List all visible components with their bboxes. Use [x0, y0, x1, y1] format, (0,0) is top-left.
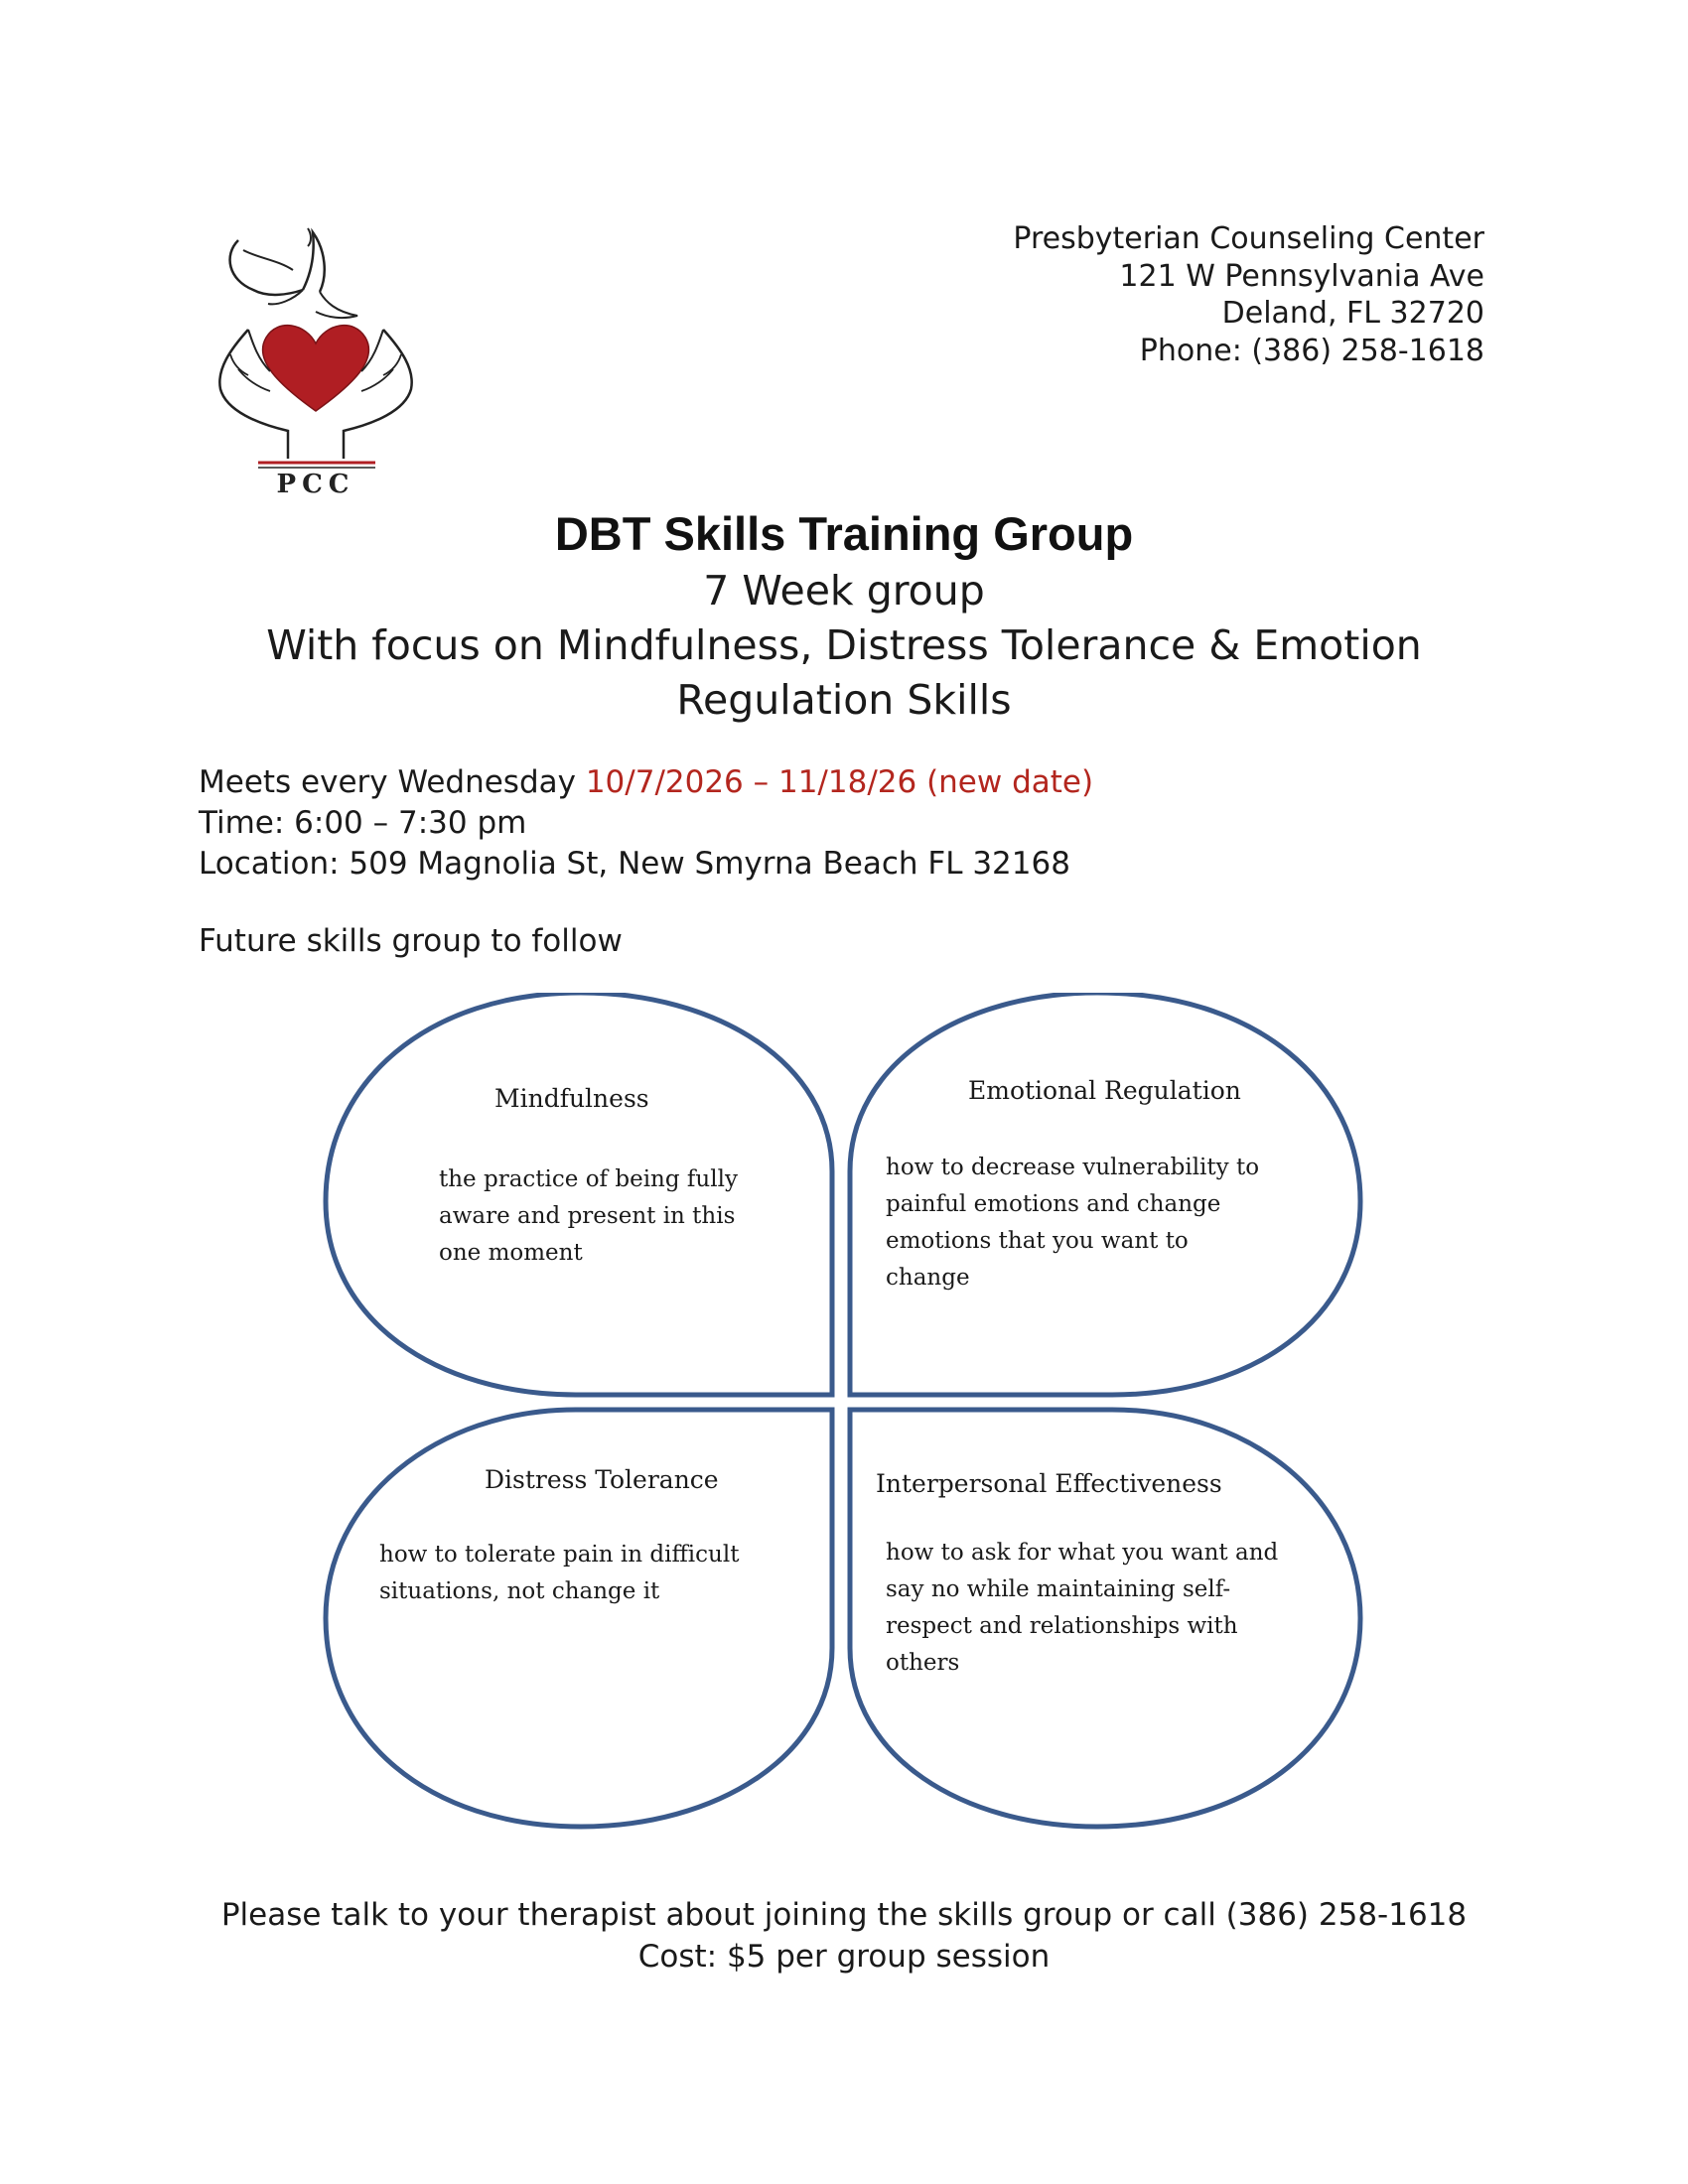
- leaf-title-distress-tolerance: Distress Tolerance: [485, 1465, 719, 1494]
- leaf-line: respect and relationships with: [886, 1613, 1238, 1639]
- meets-prefix: Meets every Wednesday: [199, 764, 586, 800]
- leaf-line: the practice of being fully: [439, 1166, 738, 1192]
- footer-contact-line: Please talk to your therapist about joining the skills group or call (386) 258-1618: [220, 1897, 1468, 1933]
- duration: 7 Week group: [703, 567, 985, 614]
- meets-line: [199, 762, 1093, 803]
- diagram-outline: [318, 993, 1370, 1837]
- org-city: Deland, FL 32720: [1221, 296, 1484, 331]
- leaf-text-distress-tolerance: [379, 1537, 739, 1610]
- logo-text: PCC: [276, 470, 355, 493]
- leaf-line: how to tolerate pain in difficult: [379, 1542, 740, 1568]
- dove-heart-hands-icon: [209, 220, 422, 493]
- location-line: Location: 509 Magnolia St, New Smyrna Beach FL 32168: [199, 846, 1070, 882]
- contact-block: [1013, 220, 1484, 369]
- leaf-line: situations, not change it: [379, 1578, 660, 1604]
- org-phone: Phone: (386) 258-1618: [1139, 333, 1484, 368]
- page-title: DBT Skills Training Group: [554, 507, 1134, 560]
- dbt-skills-diagram: [318, 993, 1370, 1837]
- leaf-line: painful emotions and change: [886, 1191, 1221, 1217]
- leaf-line: aware and present in this: [439, 1203, 736, 1229]
- future-note: Future skills group to follow: [199, 923, 623, 959]
- leaf-title-interpersonal-effectiveness: Interpersonal Effectiveness: [876, 1469, 1222, 1498]
- leaf-title-mindfulness: Mindfulness: [494, 1084, 649, 1113]
- leaf-line: emotions that you want to: [886, 1228, 1189, 1254]
- schedule-details: [199, 762, 1093, 885]
- org-address: 121 W Pennsylvania Ave: [1119, 258, 1484, 294]
- leaf-text-mindfulness: [439, 1161, 738, 1272]
- title-block: [0, 504, 1688, 728]
- leaf-line: how to decrease vulnerability to: [886, 1155, 1260, 1180]
- time-line: Time: 6:00 – 7:30 pm: [199, 805, 527, 841]
- leaf-text-emotional-regulation: [886, 1150, 1259, 1297]
- leaf-line: others: [886, 1650, 960, 1676]
- footer: [0, 1894, 1688, 1978]
- leaf-line: how to ask for what you want and: [886, 1540, 1279, 1566]
- footer-cost-line: Cost: $5 per group session: [637, 1939, 1051, 1975]
- pcc-logo: [209, 220, 422, 493]
- focus-line-2: Regulation Skills: [676, 676, 1012, 724]
- focus-line-1: With focus on Mindfulness, Distress Tolerance & Emotion: [266, 621, 1422, 669]
- leaf-text-interpersonal-effectiveness: [886, 1535, 1278, 1682]
- leaf-line: say no while maintaining self-: [886, 1576, 1231, 1602]
- leaf-title-emotional-regulation: Emotional Regulation: [968, 1076, 1241, 1105]
- meets-dates: 10/7/2026 – 11/18/26 (new date): [585, 764, 1094, 800]
- leaf-line: change: [886, 1265, 970, 1291]
- org-name: Presbyterian Counseling Center: [1013, 221, 1484, 256]
- leaf-line: one moment: [439, 1240, 583, 1266]
